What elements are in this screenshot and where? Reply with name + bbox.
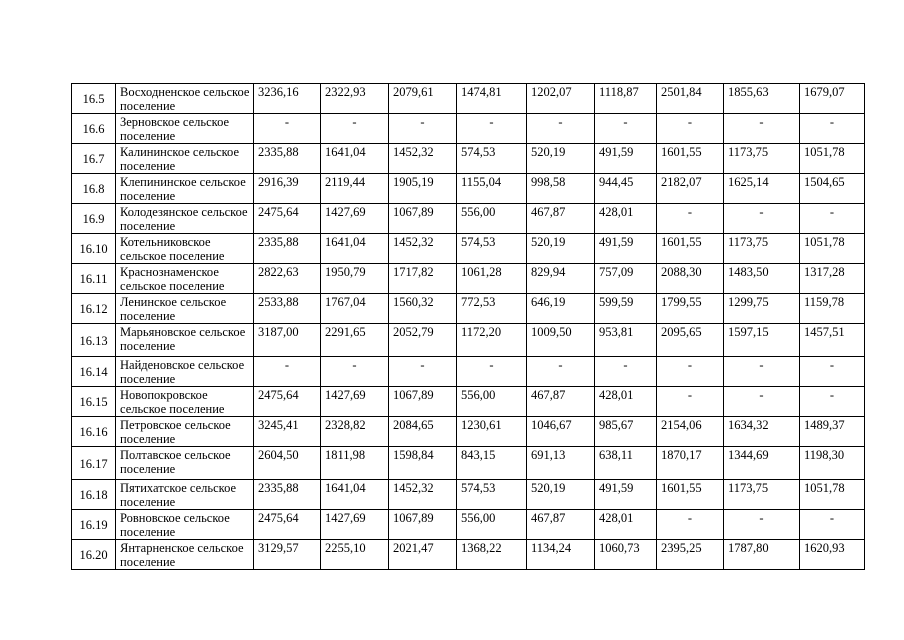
tariff-value: 491,59 (595, 144, 657, 174)
tariff-value: 1452,32 (389, 144, 457, 174)
tariff-value: 3187,00 (254, 324, 321, 357)
tariff-value: 1173,75 (724, 234, 800, 264)
tariff-value: 1457,51 (800, 324, 865, 357)
tariff-value: 1067,89 (389, 387, 457, 417)
tariff-value: 2291,65 (321, 324, 389, 357)
tariff-value: 520,19 (527, 144, 595, 174)
tariff-value: 1198,30 (800, 447, 865, 480)
tariff-value: 1641,04 (321, 234, 389, 264)
tariff-value: - (321, 114, 389, 144)
tariff-value: - (800, 204, 865, 234)
tariff-value: 1046,67 (527, 417, 595, 447)
tariff-value: - (724, 387, 800, 417)
row-number: 16.12 (72, 294, 116, 324)
tariff-value: 1299,75 (724, 294, 800, 324)
row-number: 16.10 (72, 234, 116, 264)
tariff-value: 1452,32 (389, 480, 457, 510)
tariff-value: - (657, 357, 724, 387)
tariff-value: 520,19 (527, 234, 595, 264)
tariff-value: 1051,78 (800, 480, 865, 510)
tariff-value: 556,00 (457, 387, 527, 417)
tariff-value: 1009,50 (527, 324, 595, 357)
tariff-value: 2604,50 (254, 447, 321, 480)
tariff-value: 953,81 (595, 324, 657, 357)
tariff-value: 428,01 (595, 204, 657, 234)
tariff-value: 1317,28 (800, 264, 865, 294)
tariff-value: 2475,64 (254, 510, 321, 540)
tariff-value: - (389, 357, 457, 387)
tariff-value: 467,87 (527, 204, 595, 234)
tariff-value: - (527, 114, 595, 144)
table-row (72, 417, 865, 447)
row-number: 16.18 (72, 480, 116, 510)
tariff-value: 2501,84 (657, 84, 724, 114)
tariff-value: 467,87 (527, 387, 595, 417)
settlement-name: Новопокровское сельское поселение (116, 387, 254, 417)
tariff-value: 1474,81 (457, 84, 527, 114)
tariff-value: 1870,17 (657, 447, 724, 480)
settlement-name: Пятихатское сельское поселение (116, 480, 254, 510)
tariff-value: 2335,88 (254, 480, 321, 510)
tariff-value: 1601,55 (657, 234, 724, 264)
tariff-value: 1950,79 (321, 264, 389, 294)
table-row (72, 294, 865, 324)
tariff-value: 1344,69 (724, 447, 800, 480)
settlement-name: Марьяновское сельское поселение (116, 324, 254, 357)
tariff-value: - (657, 387, 724, 417)
tariff-value: 2475,64 (254, 204, 321, 234)
tariff-value: - (724, 114, 800, 144)
tariff-value: 428,01 (595, 387, 657, 417)
tariff-value: - (657, 204, 724, 234)
tariff-value: 2475,64 (254, 387, 321, 417)
tariff-value: 2079,61 (389, 84, 457, 114)
tariff-value: 1134,24 (527, 540, 595, 570)
tariff-value: 3129,57 (254, 540, 321, 570)
tariff-value: 1679,07 (800, 84, 865, 114)
table-row (72, 144, 865, 174)
table-row (72, 264, 865, 294)
tariff-value: 1172,20 (457, 324, 527, 357)
tariff-value: 691,13 (527, 447, 595, 480)
tariff-value: - (389, 114, 457, 144)
tariff-value: 1597,15 (724, 324, 800, 357)
tariff-value: 467,87 (527, 510, 595, 540)
tariff-value: - (724, 510, 800, 540)
row-number: 16.20 (72, 540, 116, 570)
tariff-value: 1905,19 (389, 174, 457, 204)
tariff-table (71, 83, 865, 570)
tariff-value: - (800, 510, 865, 540)
tariff-value: 843,15 (457, 447, 527, 480)
tariff-value: 1598,84 (389, 447, 457, 480)
tariff-value: - (254, 114, 321, 144)
table-row (72, 480, 865, 510)
tariff-value: 574,53 (457, 144, 527, 174)
table-row (72, 114, 865, 144)
row-number: 16.8 (72, 174, 116, 204)
tariff-value: 1504,65 (800, 174, 865, 204)
row-number: 16.9 (72, 204, 116, 234)
tariff-value: 998,58 (527, 174, 595, 204)
tariff-value: 1560,32 (389, 294, 457, 324)
settlement-name: Восходненское сельское поселение (116, 84, 254, 114)
tariff-value: 491,59 (595, 234, 657, 264)
tariff-value: 829,94 (527, 264, 595, 294)
tariff-value: 2335,88 (254, 234, 321, 264)
tariff-value: 1427,69 (321, 510, 389, 540)
table-row (72, 84, 865, 114)
tariff-value: 428,01 (595, 510, 657, 540)
settlement-name: Колодезянское сельское поселение (116, 204, 254, 234)
settlement-name: Петровское сельское поселение (116, 417, 254, 447)
tariff-value: 2322,93 (321, 84, 389, 114)
tariff-value: - (724, 357, 800, 387)
tariff-value: 1067,89 (389, 510, 457, 540)
tariff-value: 1855,63 (724, 84, 800, 114)
row-number: 16.6 (72, 114, 116, 144)
settlement-name: Клепининское сельское поселение (116, 174, 254, 204)
table-row (72, 234, 865, 264)
tariff-value: 1641,04 (321, 144, 389, 174)
tariff-value: 1159,78 (800, 294, 865, 324)
tariff-value: 1452,32 (389, 234, 457, 264)
tariff-value: 1601,55 (657, 144, 724, 174)
tariff-value: - (724, 204, 800, 234)
row-number: 16.5 (72, 84, 116, 114)
tariff-value: - (657, 510, 724, 540)
settlement-name: Найденовское сельское поселение (116, 357, 254, 387)
tariff-value: - (321, 357, 389, 387)
tariff-value: 599,59 (595, 294, 657, 324)
table-row (72, 447, 865, 480)
settlement-name: Ровновское сельское поселение (116, 510, 254, 540)
tariff-value: 1811,98 (321, 447, 389, 480)
tariff-value: - (657, 114, 724, 144)
tariff-value: - (527, 357, 595, 387)
tariff-value: 1173,75 (724, 144, 800, 174)
tariff-value: 2021,47 (389, 540, 457, 570)
settlement-name: Янтарненское сельское поселение (116, 540, 254, 570)
table-row (72, 510, 865, 540)
tariff-value: 1368,22 (457, 540, 527, 570)
tariff-value: 3245,41 (254, 417, 321, 447)
table-row (72, 174, 865, 204)
row-number: 16.7 (72, 144, 116, 174)
tariff-value: 2088,30 (657, 264, 724, 294)
tariff-value: 1051,78 (800, 144, 865, 174)
tariff-value: 1625,14 (724, 174, 800, 204)
tariff-value: 772,53 (457, 294, 527, 324)
tariff-value: 1060,73 (595, 540, 657, 570)
tariff-value: - (800, 387, 865, 417)
tariff-value: - (595, 114, 657, 144)
tariff-value: 3236,16 (254, 84, 321, 114)
tariff-value: 520,19 (527, 480, 595, 510)
tariff-value: 1155,04 (457, 174, 527, 204)
tariff-value: 1202,07 (527, 84, 595, 114)
tariff-value: 556,00 (457, 510, 527, 540)
tariff-value: - (800, 114, 865, 144)
row-number: 16.17 (72, 447, 116, 480)
tariff-value: 2822,63 (254, 264, 321, 294)
tariff-value: 1717,82 (389, 264, 457, 294)
tariff-value: 1799,55 (657, 294, 724, 324)
row-number: 16.15 (72, 387, 116, 417)
tariff-value: - (457, 114, 527, 144)
tariff-value: 1483,50 (724, 264, 800, 294)
tariff-value: 646,19 (527, 294, 595, 324)
tariff-value: 2154,06 (657, 417, 724, 447)
table-body (72, 84, 865, 570)
tariff-value: 1634,32 (724, 417, 800, 447)
tariff-value: 2255,10 (321, 540, 389, 570)
settlement-name: Зерновское сельское поселение (116, 114, 254, 144)
tariff-value: 1118,87 (595, 84, 657, 114)
tariff-value: 1601,55 (657, 480, 724, 510)
tariff-value: 491,59 (595, 480, 657, 510)
tariff-value: 556,00 (457, 204, 527, 234)
tariff-value: 2533,88 (254, 294, 321, 324)
tariff-value: 1489,37 (800, 417, 865, 447)
tariff-value: 574,53 (457, 234, 527, 264)
table-row (72, 387, 865, 417)
tariff-value: 2095,65 (657, 324, 724, 357)
tariff-value: 2335,88 (254, 144, 321, 174)
tariff-value: - (800, 357, 865, 387)
tariff-value: 1230,61 (457, 417, 527, 447)
tariff-value: 1067,89 (389, 204, 457, 234)
table-row (72, 357, 865, 387)
row-number: 16.14 (72, 357, 116, 387)
tariff-value: 1767,04 (321, 294, 389, 324)
settlement-name: Котельниковское сельское поселение (116, 234, 254, 264)
table-row (72, 324, 865, 357)
tariff-value: 1427,69 (321, 387, 389, 417)
tariff-value: 638,11 (595, 447, 657, 480)
tariff-value: 985,67 (595, 417, 657, 447)
row-number: 16.11 (72, 264, 116, 294)
tariff-value: 2328,82 (321, 417, 389, 447)
row-number: 16.16 (72, 417, 116, 447)
tariff-value: 2052,79 (389, 324, 457, 357)
tariff-value: 2084,65 (389, 417, 457, 447)
tariff-value: 1173,75 (724, 480, 800, 510)
settlement-name: Ленинское сельское поселение (116, 294, 254, 324)
tariff-value: - (254, 357, 321, 387)
tariff-value: - (457, 357, 527, 387)
tariff-value: 2916,39 (254, 174, 321, 204)
row-number: 16.19 (72, 510, 116, 540)
tariff-value: 2119,44 (321, 174, 389, 204)
tariff-value: 1427,69 (321, 204, 389, 234)
table-row (72, 204, 865, 234)
tariff-value: 757,09 (595, 264, 657, 294)
tariff-value: 1641,04 (321, 480, 389, 510)
tariff-value: 2182,07 (657, 174, 724, 204)
tariff-value: 574,53 (457, 480, 527, 510)
tariff-value: 1620,93 (800, 540, 865, 570)
tariff-value: 1061,28 (457, 264, 527, 294)
settlement-name: Калининское сельское поселение (116, 144, 254, 174)
tariff-value: 1787,80 (724, 540, 800, 570)
tariff-value: 1051,78 (800, 234, 865, 264)
row-number: 16.13 (72, 324, 116, 357)
tariff-value: - (595, 357, 657, 387)
settlement-name: Полтавское сельское поселение (116, 447, 254, 480)
tariff-value: 944,45 (595, 174, 657, 204)
table-row (72, 540, 865, 570)
tariff-value: 2395,25 (657, 540, 724, 570)
settlement-name: Краснознаменское сельское поселение (116, 264, 254, 294)
